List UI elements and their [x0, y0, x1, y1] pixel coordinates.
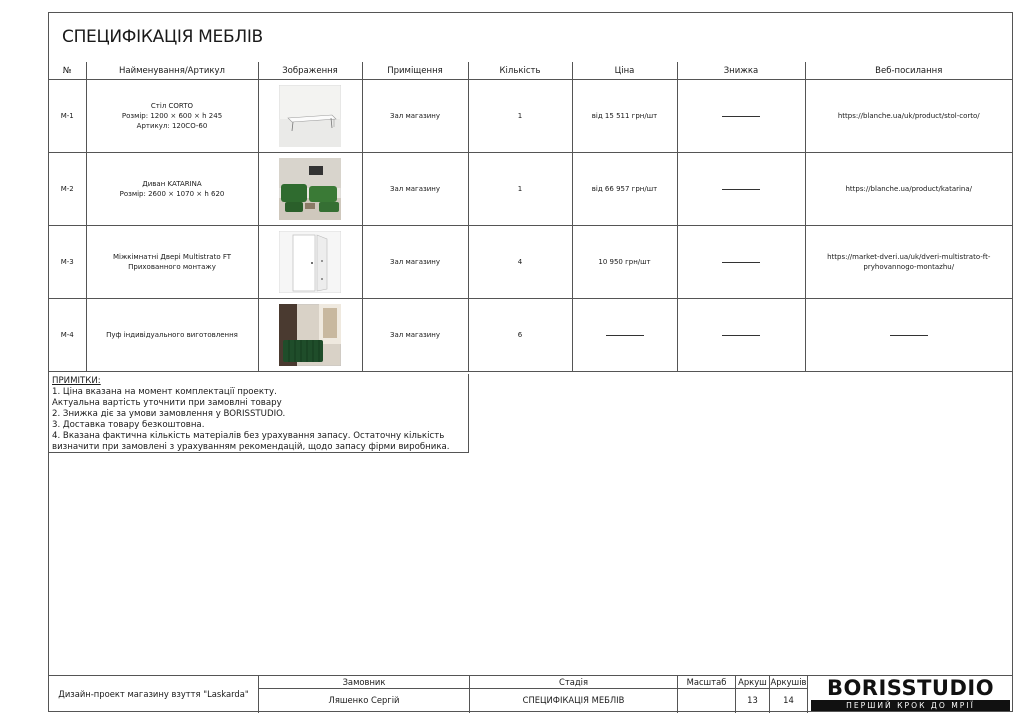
row-image [258, 226, 362, 299]
name-line: Пуф індивідуального виготовлення [106, 331, 238, 339]
name-line: Розмір: 1200 × 600 × h 245 [121, 112, 223, 120]
name-line: Міжкімнатні Двері Multistrato FT Прихованного монтажу [112, 253, 232, 271]
drawing-sheet [48, 12, 1013, 712]
row-quantity: 1 [468, 153, 572, 226]
header-image: Зображення [258, 62, 362, 80]
row-quantity: 6 [468, 299, 572, 372]
name-line: Артикул: 120CO-60 [136, 122, 208, 130]
row-name [86, 226, 258, 299]
row-price [572, 299, 677, 372]
row-name [86, 299, 258, 372]
logo-wordmark: BORISSTUDIO [826, 676, 995, 700]
table-row [49, 153, 1012, 226]
dash-line [722, 335, 760, 336]
table-thumbnail-icon [279, 85, 341, 147]
header-room: Приміщення [362, 62, 468, 80]
notes-line: 4. Вказана фактична кількість матеріалів без урахування запасу. Остаточну кількість [52, 431, 445, 441]
project-name: Дизайн-проект магазину взуття "Laskarda" [58, 689, 249, 699]
row-discount [677, 226, 805, 299]
table-row [49, 226, 1012, 299]
name-line: Диван KATARINA [142, 180, 202, 188]
table-row [49, 299, 1012, 372]
sheet-label: Аркуш [738, 677, 767, 687]
name-line: Стіл CORTO [150, 102, 194, 110]
row-number: М-3 [49, 226, 86, 299]
door-thumbnail-icon [279, 231, 341, 293]
customer-value: Ляшенко Сергій [328, 695, 400, 705]
specification-table [49, 62, 1012, 372]
dash-line [722, 116, 760, 117]
row-image [258, 153, 362, 226]
sheets-value: 14 [783, 695, 794, 705]
row-image [258, 80, 362, 153]
sheets-label: Аркушів [770, 677, 807, 687]
notes-block [49, 374, 469, 453]
dash-line [606, 335, 644, 336]
page-title: СПЕЦИФІКАЦІЯ МЕБЛІВ [62, 27, 263, 47]
dash-line [890, 335, 928, 336]
row-link[interactable]: https://blanche.ua/product/katarina/ [805, 153, 1012, 226]
row-number: М-4 [49, 299, 86, 372]
notes-line: 1. Ціна вказана на момент комплектації проекту. [52, 387, 277, 397]
scale-label: Масштаб [686, 677, 727, 687]
row-image [258, 299, 362, 372]
row-link [805, 299, 1012, 372]
row-room: Зал магазину [362, 80, 468, 153]
header-name: Найменування/Артикул [86, 62, 258, 80]
notes-line: 3. Доставка товару безкоштовна. [52, 420, 205, 430]
row-discount [677, 299, 805, 372]
row-link[interactable]: https://market-dveri.ua/uk/dveri-multistrato-ft-pryhovannogo-montazhu/ [805, 226, 1012, 299]
row-quantity: 4 [468, 226, 572, 299]
header-price: Ціна [572, 62, 677, 80]
row-link[interactable]: https://blanche.ua/uk/product/stol-corto/ [805, 80, 1012, 153]
row-room: Зал магазину [362, 153, 468, 226]
sheet-value: 13 [747, 695, 758, 705]
dash-line [722, 262, 760, 263]
header-link: Веб-посилання [805, 62, 1012, 80]
row-price: від 15 511 грн/шт [572, 80, 677, 153]
row-price: від 66 957 грн/шт [572, 153, 677, 226]
row-name [86, 80, 258, 153]
header-number: № [49, 62, 86, 80]
stage-value: СПЕЦИФІКАЦІЯ МЕБЛІВ [522, 695, 625, 705]
dash-line [722, 189, 760, 190]
row-quantity: 1 [468, 80, 572, 153]
studio-logo [809, 676, 1012, 712]
row-price: 10 950 грн/шт [572, 226, 677, 299]
stage-label: Стадія [558, 677, 588, 687]
customer-label: Замовник [342, 677, 386, 687]
row-discount [677, 80, 805, 153]
pouf-thumbnail-icon [279, 304, 341, 366]
table-row [49, 80, 1012, 153]
row-room: Зал магазину [362, 226, 468, 299]
header-quantity: Кількість [468, 62, 572, 80]
logo-tagline: ПЕРШИЙ КРОК ДО МРІЇ [811, 700, 1010, 711]
row-discount [677, 153, 805, 226]
notes-line: визначити при замовлені з урахуванням рекомендацій, щодо запасу фірми виробника. [52, 442, 450, 452]
row-number: М-1 [49, 80, 86, 153]
row-room: Зал магазину [362, 299, 468, 372]
row-number: М-2 [49, 153, 86, 226]
header-discount: Знижка [677, 62, 805, 80]
table-header-row [49, 62, 1012, 80]
notes-heading: ПРИМІТКИ: [52, 376, 101, 386]
sofa-thumbnail-icon [279, 158, 341, 220]
row-name [86, 153, 258, 226]
name-line: Розмір: 2600 × 1070 × h 620 [119, 190, 225, 198]
notes-line: 2. Знижка діє за умови замовлення у BORISSTUDIO. [52, 409, 286, 419]
notes-line: Актуальна вартість уточнити при замовлні товару [52, 398, 282, 408]
